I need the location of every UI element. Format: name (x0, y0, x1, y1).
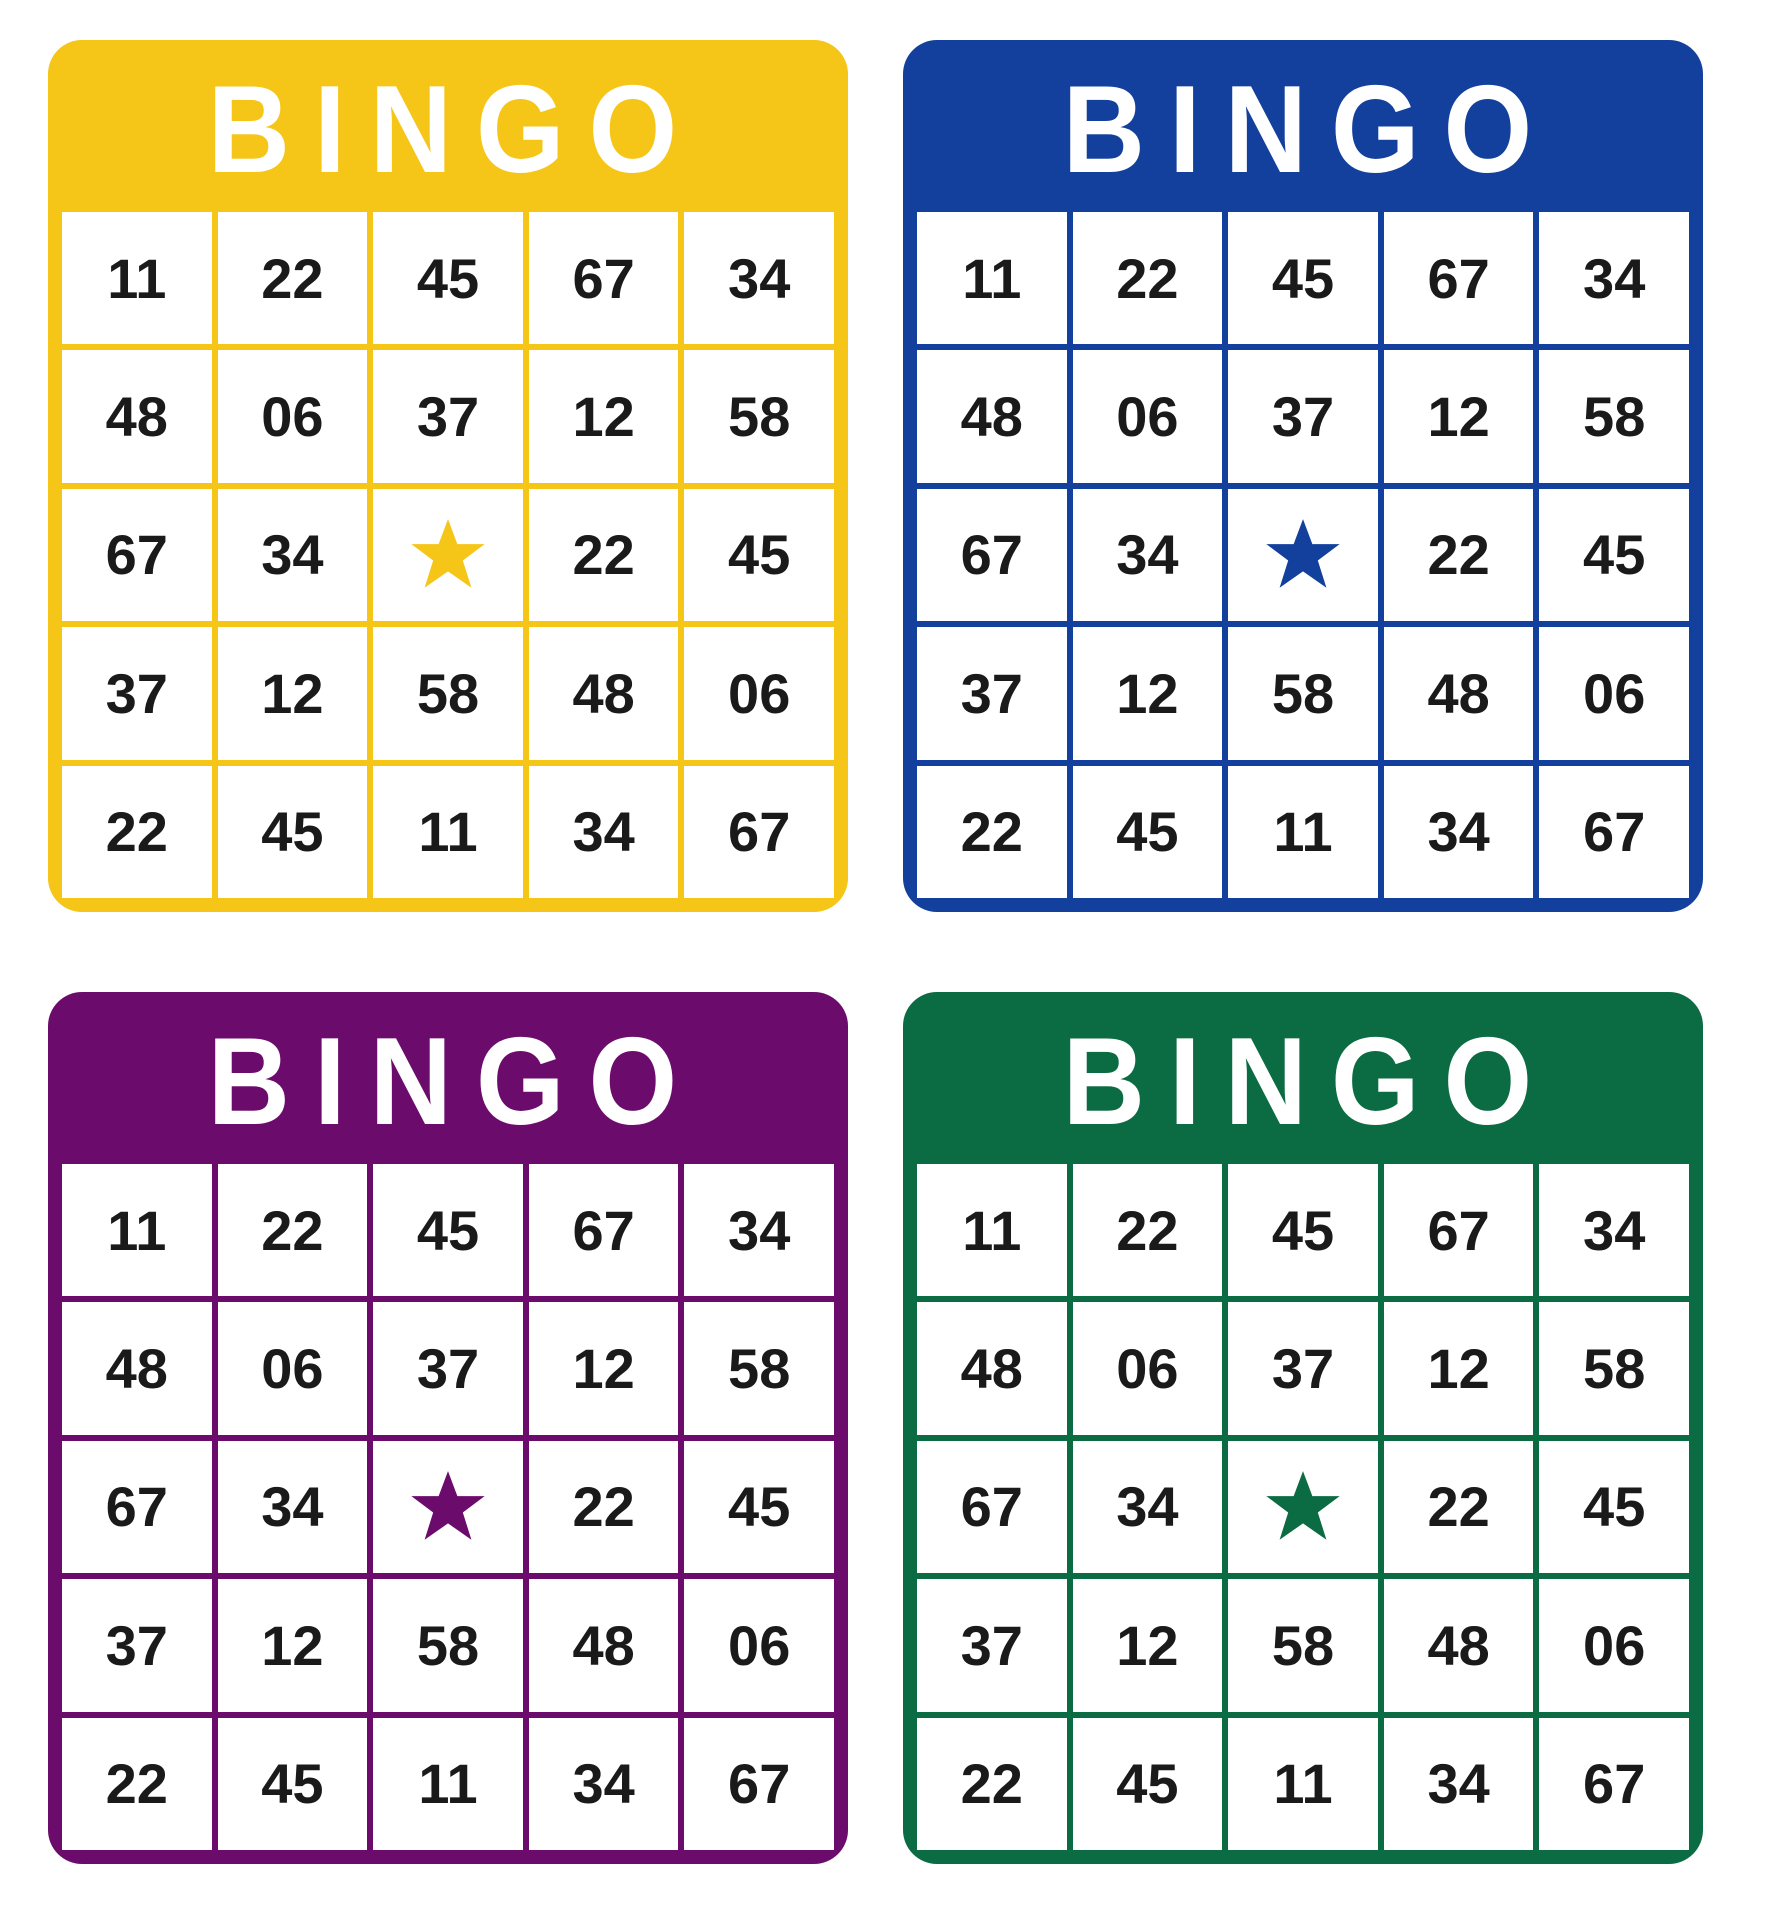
bingo-grid (917, 1164, 1689, 1850)
bingo-cell[interactable]: 11 (373, 766, 523, 898)
bingo-cell[interactable]: 11 (62, 212, 212, 344)
bingo-cell[interactable]: 22 (62, 1718, 212, 1850)
bingo-cell[interactable]: 34 (1384, 1718, 1534, 1850)
bingo-cell[interactable]: 37 (373, 1302, 523, 1434)
bingo-cell[interactable]: 11 (1228, 1718, 1378, 1850)
bingo-cell[interactable]: 58 (684, 1302, 834, 1434)
bingo-cell[interactable]: 45 (1073, 1718, 1223, 1850)
bingo-cell[interactable]: 22 (529, 1441, 679, 1573)
bingo-cell[interactable]: 45 (1228, 212, 1378, 344)
bingo-cell[interactable]: 45 (684, 489, 834, 621)
bingo-cell[interactable]: 37 (1228, 350, 1378, 482)
bingo-cell[interactable]: 67 (62, 489, 212, 621)
bingo-cell[interactable]: 45 (218, 1718, 368, 1850)
bingo-cell[interactable]: 58 (1228, 627, 1378, 759)
bingo-cell[interactable]: 22 (218, 212, 368, 344)
bingo-cell[interactable]: 34 (218, 489, 368, 621)
free-space-star-icon (1228, 1441, 1378, 1573)
free-space-star-icon (1228, 489, 1378, 621)
bingo-cell[interactable]: 22 (917, 1718, 1067, 1850)
bingo-cell[interactable]: 34 (529, 766, 679, 898)
bingo-cell[interactable]: 45 (373, 1164, 523, 1296)
bingo-cell[interactable]: 48 (529, 1579, 679, 1711)
bingo-cell[interactable]: 37 (62, 627, 212, 759)
bingo-card-green (903, 992, 1703, 1864)
bingo-cell[interactable]: 67 (917, 489, 1067, 621)
bingo-cell[interactable]: 34 (1539, 212, 1689, 344)
bingo-cell[interactable]: 22 (529, 489, 679, 621)
bingo-cell[interactable]: 12 (529, 1302, 679, 1434)
bingo-cell[interactable]: 37 (62, 1579, 212, 1711)
bingo-grid (62, 212, 834, 898)
bingo-cell[interactable]: 34 (529, 1718, 679, 1850)
bingo-cell[interactable]: 67 (1539, 766, 1689, 898)
bingo-cell[interactable]: 06 (218, 1302, 368, 1434)
bingo-cell[interactable]: 06 (684, 627, 834, 759)
bingo-cell[interactable]: 67 (1384, 212, 1534, 344)
bingo-cell[interactable]: 34 (684, 212, 834, 344)
bingo-cell[interactable]: 58 (373, 627, 523, 759)
card-title: BINGO (1062, 1013, 1557, 1151)
bingo-cell[interactable]: 11 (62, 1164, 212, 1296)
bingo-cell[interactable]: 48 (1384, 1579, 1534, 1711)
bingo-cell[interactable]: 48 (1384, 627, 1534, 759)
bingo-cell[interactable]: 11 (1228, 766, 1378, 898)
bingo-cell[interactable]: 06 (1073, 1302, 1223, 1434)
bingo-card-blue (903, 40, 1703, 912)
bingo-cell[interactable]: 11 (917, 212, 1067, 344)
bingo-cell[interactable]: 12 (1384, 1302, 1534, 1434)
bingo-cell[interactable]: 34 (218, 1441, 368, 1573)
bingo-cell[interactable]: 06 (1539, 1579, 1689, 1711)
bingo-cell[interactable]: 48 (529, 627, 679, 759)
bingo-cell[interactable]: 67 (684, 766, 834, 898)
bingo-cell[interactable]: 11 (917, 1164, 1067, 1296)
bingo-cell[interactable]: 45 (1073, 766, 1223, 898)
bingo-cell[interactable]: 45 (218, 766, 368, 898)
bingo-cell[interactable]: 34 (1073, 1441, 1223, 1573)
bingo-cell[interactable]: 58 (1228, 1579, 1378, 1711)
bingo-cell[interactable]: 34 (1073, 489, 1223, 621)
bingo-cell[interactable]: 45 (684, 1441, 834, 1573)
bingo-cell[interactable]: 58 (1539, 350, 1689, 482)
bingo-cell[interactable]: 12 (218, 627, 368, 759)
bingo-cell[interactable]: 45 (1539, 1441, 1689, 1573)
bingo-cell[interactable]: 67 (529, 212, 679, 344)
bingo-cell[interactable]: 22 (1073, 212, 1223, 344)
bingo-cell[interactable]: 48 (917, 1302, 1067, 1434)
bingo-cell[interactable]: 06 (218, 350, 368, 482)
bingo-cell[interactable]: 22 (62, 766, 212, 898)
bingo-cell[interactable]: 67 (684, 1718, 834, 1850)
bingo-cell[interactable]: 48 (917, 350, 1067, 482)
bingo-cell[interactable]: 45 (373, 212, 523, 344)
card-title: BINGO (1062, 61, 1557, 199)
bingo-cell[interactable]: 48 (62, 1302, 212, 1434)
bingo-cell[interactable]: 67 (1384, 1164, 1534, 1296)
bingo-cell[interactable]: 12 (1384, 350, 1534, 482)
bingo-cell[interactable]: 37 (917, 627, 1067, 759)
bingo-cell[interactable]: 37 (917, 1579, 1067, 1711)
bingo-cell[interactable]: 48 (62, 350, 212, 482)
bingo-cell[interactable]: 22 (218, 1164, 368, 1296)
bingo-cell[interactable]: 06 (684, 1579, 834, 1711)
bingo-cell[interactable]: 45 (1228, 1164, 1378, 1296)
bingo-cell[interactable]: 06 (1073, 350, 1223, 482)
free-space-star-icon (373, 1441, 523, 1573)
bingo-cell[interactable]: 12 (1073, 1579, 1223, 1711)
bingo-cell[interactable]: 67 (62, 1441, 212, 1573)
bingo-cell[interactable]: 67 (917, 1441, 1067, 1573)
bingo-cell[interactable]: 22 (1384, 1441, 1534, 1573)
bingo-cell[interactable]: 22 (1073, 1164, 1223, 1296)
bingo-grid (62, 1164, 834, 1850)
bingo-cell[interactable]: 67 (1539, 1718, 1689, 1850)
bingo-cell[interactable]: 58 (373, 1579, 523, 1711)
bingo-cell[interactable]: 22 (917, 766, 1067, 898)
bingo-cell[interactable]: 12 (529, 350, 679, 482)
bingo-card-yellow (48, 40, 848, 912)
bingo-cell[interactable]: 12 (218, 1579, 368, 1711)
bingo-cell[interactable]: 67 (529, 1164, 679, 1296)
bingo-cell[interactable]: 34 (684, 1164, 834, 1296)
bingo-cell[interactable]: 34 (1384, 766, 1534, 898)
bingo-cell[interactable]: 37 (373, 350, 523, 482)
bingo-card-purple (48, 992, 848, 1864)
free-space-star-icon (373, 489, 523, 621)
bingo-cell[interactable]: 58 (684, 350, 834, 482)
bingo-grid (917, 212, 1689, 898)
bingo-cell[interactable]: 22 (1384, 489, 1534, 621)
card-title: BINGO (207, 61, 702, 199)
bingo-cell[interactable]: 11 (373, 1718, 523, 1850)
bingo-cell[interactable]: 34 (1539, 1164, 1689, 1296)
bingo-cell[interactable]: 06 (1539, 627, 1689, 759)
card-title: BINGO (207, 1013, 702, 1151)
bingo-cell[interactable]: 12 (1073, 627, 1223, 759)
bingo-cell[interactable]: 37 (1228, 1302, 1378, 1434)
bingo-cell[interactable]: 58 (1539, 1302, 1689, 1434)
bingo-cell[interactable]: 45 (1539, 489, 1689, 621)
